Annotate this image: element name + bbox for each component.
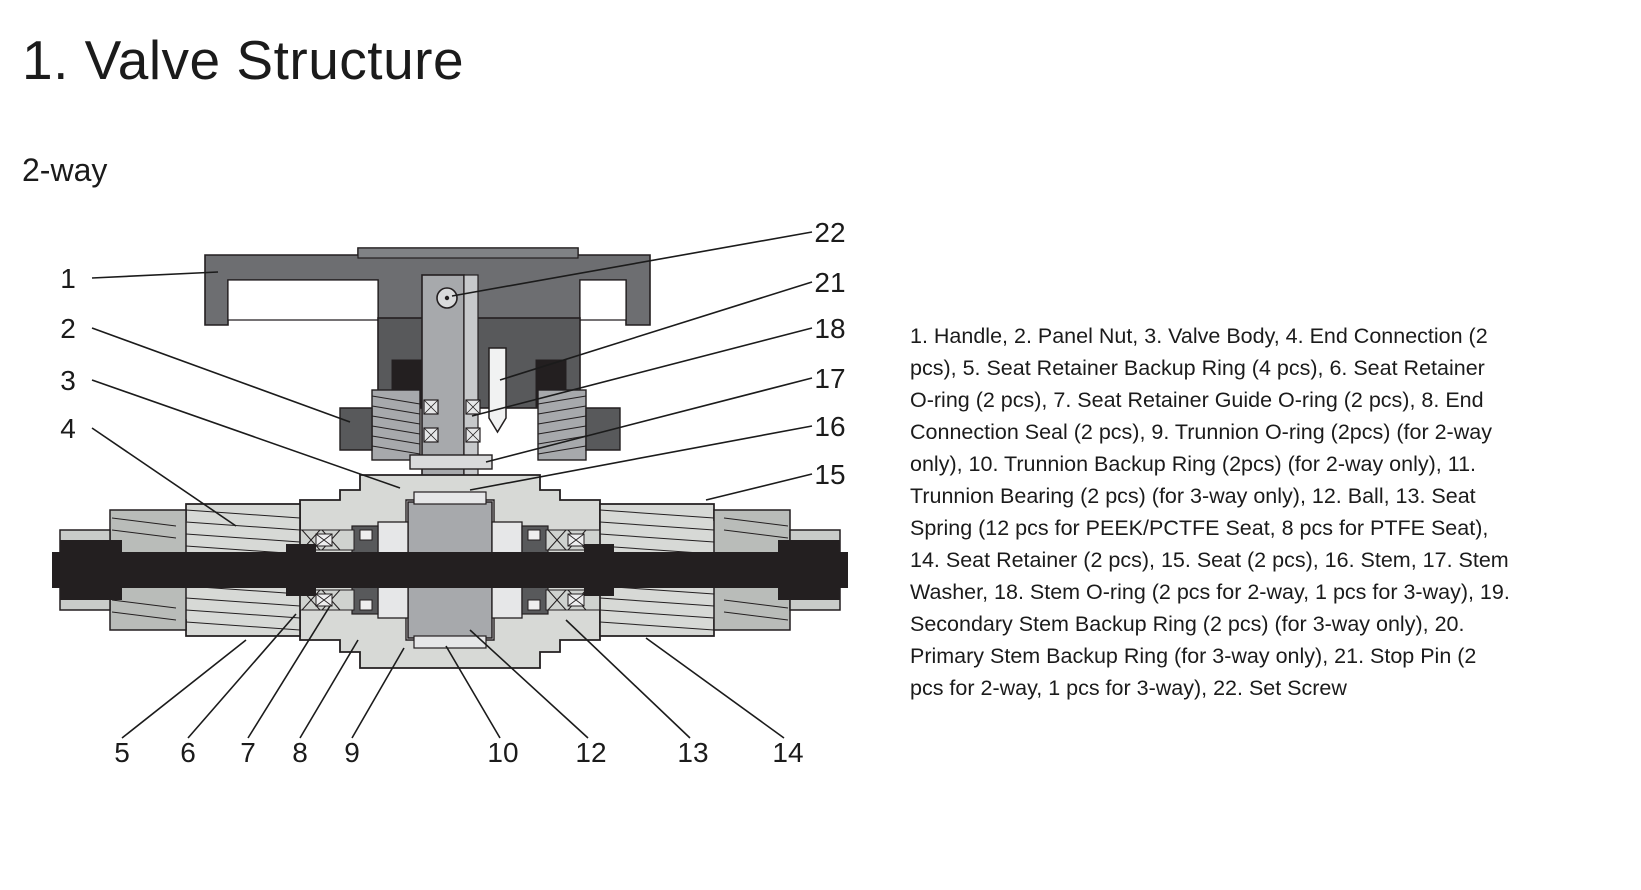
stop-pin-part xyxy=(489,348,506,432)
callout-17: 17 xyxy=(814,363,846,394)
callout-1: 1 xyxy=(60,263,76,294)
callout-12: 12 xyxy=(575,737,607,768)
callout-7: 7 xyxy=(240,737,256,768)
callout-8: 8 xyxy=(292,737,308,768)
callout-9: 9 xyxy=(344,737,360,768)
callout-10: 10 xyxy=(487,737,519,768)
callout-13: 13 xyxy=(677,737,709,768)
callout-5: 5 xyxy=(114,737,130,768)
callout-2: 2 xyxy=(60,313,76,344)
callout-3: 3 xyxy=(60,365,76,396)
callout-14: 14 xyxy=(772,737,804,768)
stem-part xyxy=(422,275,478,505)
stem-washer-part xyxy=(410,455,492,469)
parts-legend: 1. Handle, 2. Panel Nut, 3. Valve Body, 4. End Connection (2 pcs), 5. Seat Retainer Backup Ring (4 pcs), 6. Seat Retainer O-ring (2 pcs), 7. Seat Retainer Guide O-ring (2 pcs), 8. End Connection Seal (2 pcs), 9. Trunnion O-ring (2pcs) (for 2-way only), 10. Trunnion Backup Ring (2pcs) (for 2-way only), 11. Trunnion Bearing (2 pcs) (for 3-way only), 12. Ball, 13. Seat Spring (12 pcs for PEEK/PCTFE Seat, 8 pcs for PTFE Seat), 14. Seat Retainer (2 pcs), 15. Seat (2 pcs), 16. Stem, 17. Stem Washer, 18. Stem O-ring (2 pcs for 2-way, 1 pcs for 3-way), 19. Secondary Stem Backup Ring (2 pcs) (for 3-way only), 20. Primary Stem Backup Ring (for 3-way only), 21. Stop Pin (2 pcs for 2-way, 1 pcs for 3-way), 22. Set Screw xyxy=(910,324,1510,700)
callout-16: 16 xyxy=(814,411,846,442)
section-subtitle: 2-way xyxy=(22,152,108,188)
page-title: 1. Valve Structure xyxy=(22,29,465,91)
callout-4: 4 xyxy=(60,413,76,444)
callout-18: 18 xyxy=(814,313,846,344)
callout-15: 15 xyxy=(814,459,846,490)
callout-21: 21 xyxy=(814,267,846,298)
valve-cross-section-diagram xyxy=(0,200,900,780)
callout-6: 6 xyxy=(180,737,196,768)
valve-drawing xyxy=(52,248,848,668)
callout-22: 22 xyxy=(814,217,846,248)
